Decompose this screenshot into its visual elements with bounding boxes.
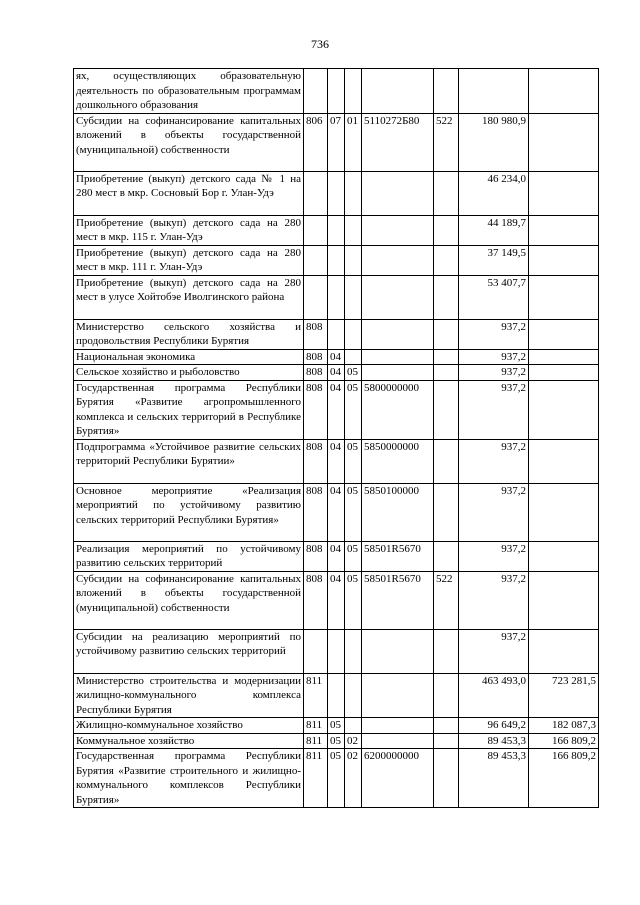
table-row — [74, 349, 599, 365]
cell-subsection — [345, 215, 362, 245]
cell-expense-type — [434, 69, 459, 114]
cell-target — [362, 319, 434, 349]
cell-amount-1: 937,2 — [459, 380, 529, 439]
cell-name: ях, осуществляющих образовательную деятельность по образовательным программам дошкольного образования — [74, 69, 304, 114]
cell-section — [328, 245, 345, 275]
cell-amount-1: 37 149,5 — [459, 245, 529, 275]
cell-amount-1: 89 453,3 — [459, 733, 529, 749]
cell-amount-1: 463 493,0 — [459, 673, 529, 718]
cell-name: Реализация мероприятий по устойчивому развитию сельских территорий — [74, 541, 304, 571]
cell-section: 07 — [328, 113, 345, 171]
cell-amount-1: 89 453,3 — [459, 749, 529, 808]
cell-name: Субсидии на софинансирование капитальных вложений в объекты государственной (муниципальной) собственности — [74, 113, 304, 171]
cell-expense-type: 522 — [434, 571, 459, 629]
cell-name: Основное мероприятие «Реализация мероприятий по устойчивому развитию сельских территорий Республики Бурятия» — [74, 483, 304, 541]
table-row — [74, 749, 599, 808]
cell-amount-1: 44 189,7 — [459, 215, 529, 245]
cell-section: 04 — [328, 380, 345, 439]
cell-amount-1: 96 649,2 — [459, 718, 529, 734]
cell-amount-2 — [529, 365, 599, 381]
cell-name: Министерство строительства и модернизации жилищно-коммунального комплекса Республики Бурятия — [74, 673, 304, 718]
cell-amount-2 — [529, 483, 599, 541]
cell-target — [362, 215, 434, 245]
cell-expense-type — [434, 171, 459, 215]
table-row — [74, 275, 599, 319]
cell-expense-type — [434, 673, 459, 718]
cell-target: 6200000000 — [362, 749, 434, 808]
table-row — [74, 571, 599, 629]
cell-expense-type — [434, 541, 459, 571]
cell-name: Приобретение (выкуп) детского сада на 280 мест в мкр. 111 г. Улан-Удэ — [74, 245, 304, 275]
cell-target: 58501R5670 — [362, 541, 434, 571]
table-row — [74, 215, 599, 245]
cell-section: 04 — [328, 483, 345, 541]
cell-amount-1: 937,2 — [459, 349, 529, 365]
cell-amount-2: 166 809,2 — [529, 733, 599, 749]
cell-subsection — [345, 171, 362, 215]
cell-amount-2 — [529, 245, 599, 275]
cell-subsection: 05 — [345, 571, 362, 629]
cell-section — [328, 275, 345, 319]
cell-target — [362, 69, 434, 114]
cell-amount-2: 723 281,5 — [529, 673, 599, 718]
cell-subsection: 02 — [345, 749, 362, 808]
cell-subsection — [345, 349, 362, 365]
cell-amount-2: 166 809,2 — [529, 749, 599, 808]
cell-target — [362, 673, 434, 718]
cell-amount-1: 937,2 — [459, 483, 529, 541]
cell-amount-1: 46 234,0 — [459, 171, 529, 215]
table-row — [74, 171, 599, 215]
cell-subsection: 05 — [345, 380, 362, 439]
cell-amount-2 — [529, 275, 599, 319]
cell-name: Национальная экономика — [74, 349, 304, 365]
cell-expense-type — [434, 439, 459, 483]
cell-amount-1: 937,2 — [459, 365, 529, 381]
cell-subsection: 05 — [345, 439, 362, 483]
cell-name: Подпрограмма «Устойчивое развитие сельских территорий Республики Бурятии» — [74, 439, 304, 483]
cell-amount-2 — [529, 215, 599, 245]
cell-amount-1 — [459, 69, 529, 114]
cell-ministry — [304, 215, 328, 245]
cell-expense-type — [434, 215, 459, 245]
cell-expense-type — [434, 349, 459, 365]
cell-expense-type — [434, 733, 459, 749]
cell-amount-1: 937,2 — [459, 571, 529, 629]
cell-section: 04 — [328, 349, 345, 365]
cell-target: 5850100000 — [362, 483, 434, 541]
cell-amount-2 — [529, 171, 599, 215]
cell-target: 5800000000 — [362, 380, 434, 439]
cell-amount-2 — [529, 629, 599, 673]
cell-amount-1: 937,2 — [459, 439, 529, 483]
table-row — [74, 733, 599, 749]
cell-ministry — [304, 629, 328, 673]
cell-name: Жилищно-коммунальное хозяйство — [74, 718, 304, 734]
cell-subsection: 02 — [345, 733, 362, 749]
cell-target — [362, 733, 434, 749]
cell-section: 05 — [328, 733, 345, 749]
cell-ministry: 811 — [304, 749, 328, 808]
cell-section — [328, 319, 345, 349]
cell-name: Приобретение (выкуп) детского сада на 280 мест в улусе Хойтобэе Иволгинского района — [74, 275, 304, 319]
cell-ministry: 808 — [304, 541, 328, 571]
cell-subsection: 05 — [345, 483, 362, 541]
table-row — [74, 718, 599, 734]
cell-ministry — [304, 275, 328, 319]
cell-amount-1: 937,2 — [459, 629, 529, 673]
cell-expense-type — [434, 749, 459, 808]
cell-target — [362, 245, 434, 275]
cell-section: 04 — [328, 365, 345, 381]
cell-ministry: 808 — [304, 483, 328, 541]
cell-target — [362, 275, 434, 319]
cell-target — [362, 171, 434, 215]
cell-ministry: 811 — [304, 673, 328, 718]
table-row — [74, 69, 599, 114]
cell-subsection — [345, 245, 362, 275]
cell-name: Сельское хозяйство и рыболовство — [74, 365, 304, 381]
cell-amount-1: 53 407,7 — [459, 275, 529, 319]
cell-ministry: 811 — [304, 733, 328, 749]
cell-name: Приобретение (выкуп) детского сада № 1 на 280 мест в мкр. Сосновый Бор г. Улан-Удэ — [74, 171, 304, 215]
cell-name: Субсидии на софинансирование капитальных вложений в объекты государственной (муниципальной) собственности — [74, 571, 304, 629]
cell-subsection — [345, 319, 362, 349]
cell-amount-2 — [529, 380, 599, 439]
cell-amount-2 — [529, 113, 599, 171]
cell-ministry: 808 — [304, 439, 328, 483]
cell-section: 05 — [328, 718, 345, 734]
cell-amount-2 — [529, 319, 599, 349]
cell-target — [362, 365, 434, 381]
cell-subsection — [345, 69, 362, 114]
budget-table — [73, 68, 599, 808]
cell-name: Государственная программа Республики Бурятия «Развитие агропромышленного комплекса и сельских территорий в Республике Бурятия» — [74, 380, 304, 439]
table-row — [74, 629, 599, 673]
cell-target: 5110272Б80 — [362, 113, 434, 171]
cell-expense-type — [434, 629, 459, 673]
cell-amount-2 — [529, 439, 599, 483]
table-row — [74, 483, 599, 541]
cell-target — [362, 629, 434, 673]
cell-section — [328, 673, 345, 718]
cell-expense-type — [434, 245, 459, 275]
cell-ministry: 808 — [304, 571, 328, 629]
cell-section: 04 — [328, 571, 345, 629]
cell-subsection: 01 — [345, 113, 362, 171]
cell-amount-1: 937,2 — [459, 541, 529, 571]
cell-amount-2 — [529, 571, 599, 629]
cell-subsection: 05 — [345, 541, 362, 571]
table-row — [74, 365, 599, 381]
cell-expense-type — [434, 365, 459, 381]
cell-name: Коммунальное хозяйство — [74, 733, 304, 749]
table-body — [74, 69, 599, 808]
cell-expense-type — [434, 483, 459, 541]
cell-amount-2 — [529, 349, 599, 365]
cell-section — [328, 171, 345, 215]
cell-ministry: 808 — [304, 365, 328, 381]
cell-ministry: 806 — [304, 113, 328, 171]
cell-target: 58501R5670 — [362, 571, 434, 629]
cell-ministry — [304, 171, 328, 215]
table-row — [74, 439, 599, 483]
cell-name: Государственная программа Республики Бурятия «Развитие строительного и жилищно-коммунального комплексов Республики Бурятия» — [74, 749, 304, 808]
cell-section — [328, 629, 345, 673]
cell-amount-1: 937,2 — [459, 319, 529, 349]
cell-amount-1: 180 980,9 — [459, 113, 529, 171]
table-row — [74, 541, 599, 571]
cell-ministry: 808 — [304, 380, 328, 439]
cell-name: Приобретение (выкуп) детского сада на 280 мест в мкр. 115 г. Улан-Удэ — [74, 215, 304, 245]
cell-subsection: 05 — [345, 365, 362, 381]
cell-ministry — [304, 69, 328, 114]
cell-name: Субсидии на реализацию мероприятий по устойчивому развитию сельских территорий — [74, 629, 304, 673]
cell-target — [362, 349, 434, 365]
cell-expense-type — [434, 380, 459, 439]
table-row — [74, 380, 599, 439]
cell-section — [328, 69, 345, 114]
table-row — [74, 245, 599, 275]
cell-target: 5850000000 — [362, 439, 434, 483]
cell-expense-type — [434, 718, 459, 734]
cell-ministry: 811 — [304, 718, 328, 734]
cell-target — [362, 718, 434, 734]
cell-amount-2 — [529, 541, 599, 571]
cell-section — [328, 215, 345, 245]
cell-expense-type — [434, 275, 459, 319]
table-row — [74, 113, 599, 171]
cell-subsection — [345, 718, 362, 734]
cell-section: 04 — [328, 541, 345, 571]
cell-subsection — [345, 629, 362, 673]
cell-subsection — [345, 275, 362, 319]
cell-ministry: 808 — [304, 349, 328, 365]
page-number: 736 — [311, 37, 329, 51]
cell-section: 04 — [328, 439, 345, 483]
cell-amount-2 — [529, 69, 599, 114]
cell-ministry: 808 — [304, 319, 328, 349]
cell-ministry — [304, 245, 328, 275]
cell-expense-type: 522 — [434, 113, 459, 171]
cell-name: Министерство сельского хозяйства и продовольствия Республики Бурятия — [74, 319, 304, 349]
cell-expense-type — [434, 319, 459, 349]
cell-section: 05 — [328, 749, 345, 808]
cell-subsection — [345, 673, 362, 718]
table-row — [74, 673, 599, 718]
cell-amount-2: 182 087,3 — [529, 718, 599, 734]
table-row — [74, 319, 599, 349]
